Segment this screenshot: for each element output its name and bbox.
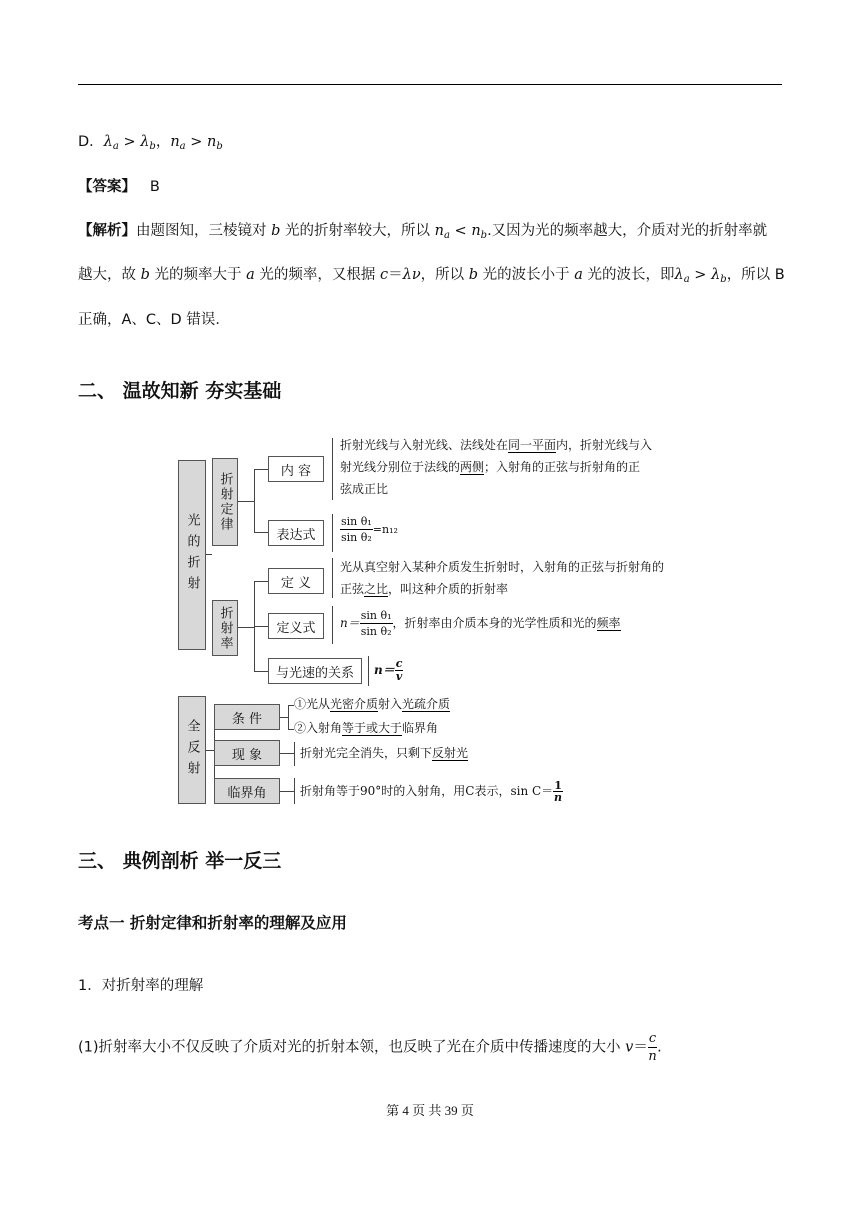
diagram-node-critical-angle: 临界角 xyxy=(214,778,280,804)
connector xyxy=(280,791,294,792)
analysis-line-3: 正确，A、C、D 错误． xyxy=(78,312,230,328)
connector xyxy=(368,656,369,686)
connector xyxy=(254,469,255,533)
phenomenon-text: 折射光完全消失，只剩下反射光 xyxy=(300,746,469,760)
connector xyxy=(254,469,268,470)
connector xyxy=(332,514,333,552)
connector xyxy=(332,438,333,500)
condition-1: ①光从光密介质射入光疏介质 xyxy=(294,697,451,711)
analysis-line-2: 越大，故 b 光的频率大于 a 光的频率，又根据 c＝λν，所以 b 光的波长小于 a 光的波长，即$\lambda_a > \lambda_b$，所以 B xyxy=(78,267,785,285)
diagram-node-speed: 与光速的关系 xyxy=(268,658,362,684)
connector xyxy=(238,627,254,628)
connector xyxy=(288,705,289,729)
connector xyxy=(280,753,294,754)
diagram-node-law: 折射定律 xyxy=(212,458,238,546)
speed-formula: n＝ $\frac{c}{v}$ xyxy=(374,657,403,683)
expression-formula: $\frac{\text{sin θ₁}}{\text{sin θ₂}}$ =n₁₂ xyxy=(341,515,398,544)
critical-angle-text: 折射角等于90°时的入射角，用C表示，sin C＝ $\frac{1}{n}$ xyxy=(300,779,563,804)
section-heading-3: 三、 典例剖析 举一反三 xyxy=(78,850,282,872)
diagram-root-total-reflection: 全反射 xyxy=(178,696,206,804)
connector xyxy=(332,606,333,644)
concept-diagram xyxy=(178,434,708,809)
paragraph-1: (1)折射率大小不仅反映了介质对光的折射本领，也反映了光在介质中传播速度的大小 v＝ $\frac{c}{n}$ . xyxy=(78,1031,662,1064)
diagram-node-definition: 定 义 xyxy=(268,568,324,594)
connector xyxy=(254,532,268,533)
diagram-node-index: 折射率 xyxy=(212,600,238,656)
connector xyxy=(238,501,254,502)
content-text-2: 射光线分别位于法线的两侧；入射角的正弦与折射角的正 xyxy=(340,460,641,474)
content-text-1: 折射光线与入射光线、法线处在同一平面内，折射光线与入 xyxy=(340,438,653,452)
connector xyxy=(206,750,214,751)
connector xyxy=(294,778,295,804)
connector xyxy=(332,558,333,598)
definition-text-1: 光从真空射入某种介质发生折射时，入射角的正弦与折射角的 xyxy=(340,560,665,574)
condition-2: ②入射角等于或大于临界角 xyxy=(294,721,439,735)
diagram-node-condition: 条 件 xyxy=(214,704,280,730)
connector xyxy=(280,717,288,718)
page-footer: 第 4 页 共 39 页 xyxy=(386,1103,474,1118)
key-point-heading: 考点一 折射定律和折射率的理解及应用 xyxy=(78,914,347,932)
item-1: 1．对折射率的理解 xyxy=(78,978,204,994)
section-heading-2: 二、 温故知新 夯实基础 xyxy=(78,380,282,402)
connector xyxy=(254,671,268,672)
connector xyxy=(254,581,268,582)
answer-line: 【答案】 B xyxy=(78,179,160,195)
diagram-node-phenomenon: 现 象 xyxy=(214,740,280,766)
diagram-node-def-formula: 定义式 xyxy=(268,613,324,639)
connector xyxy=(254,626,268,627)
diagram-node-expression: 表达式 xyxy=(268,520,324,546)
definition-text-2: 正弦之比，叫这种介质的折射率 xyxy=(340,582,509,596)
diagram-root-refraction: 光的折射 xyxy=(178,460,206,650)
analysis-line-1: 【解析】由题图知，三棱镜对 b 光的折射率较大，所以 $n_a < n_b$.又因为光的频率越大，介质对光的折射率就 xyxy=(78,223,768,241)
def-formula-text: n＝ $\frac{\text{sin θ₁}}{\text{sin θ₂}}$ ，折射率由介质本身的光学性质和光的频率 xyxy=(340,609,621,638)
diagram-node-content: 内 容 xyxy=(268,456,324,482)
header-rule xyxy=(78,84,782,85)
option-d: D．$\lambda_a > \lambda_b$，$n_a > n_b$ xyxy=(78,134,223,152)
content-text-3: 弦成正比 xyxy=(340,482,389,496)
connector xyxy=(206,554,212,555)
connector xyxy=(294,742,295,766)
